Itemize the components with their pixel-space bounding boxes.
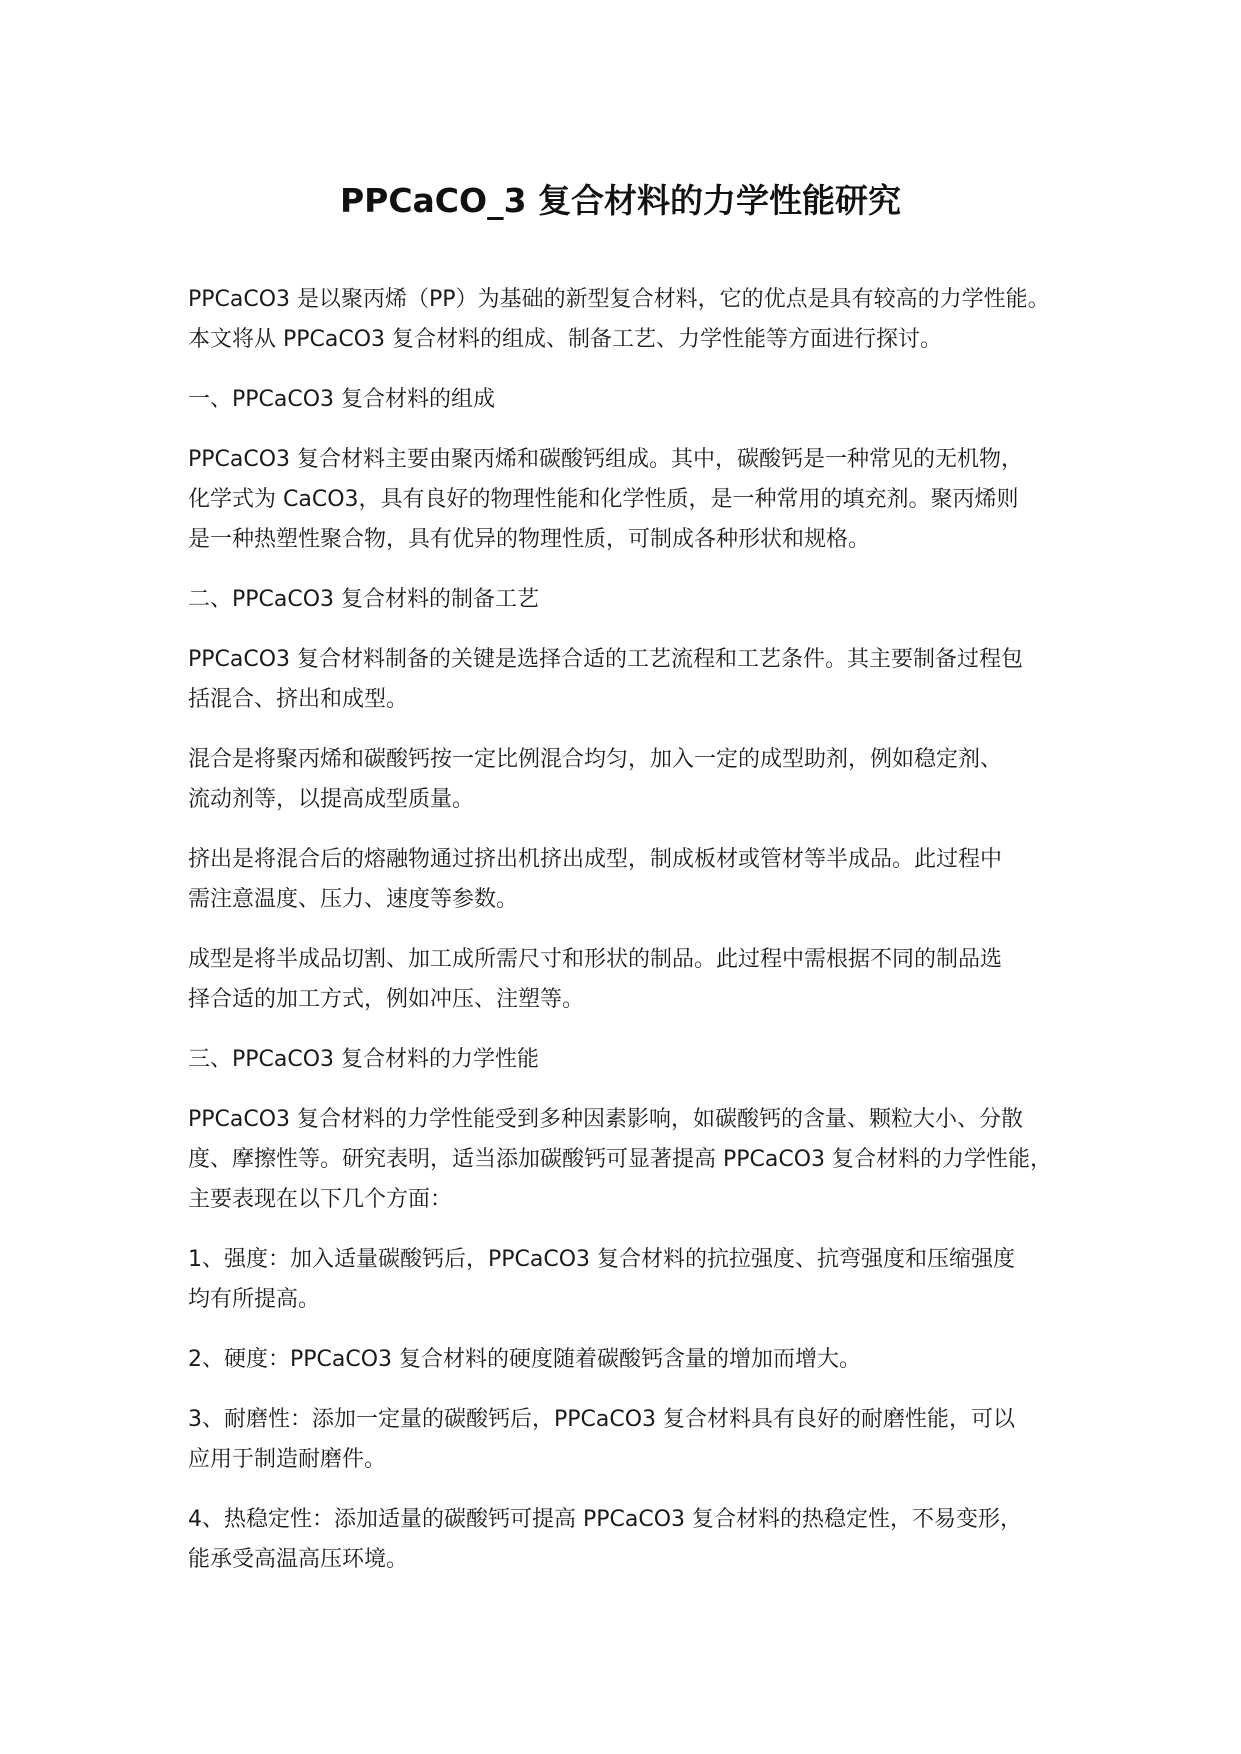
paragraph-mechanical-intro bbox=[188, 1100, 1078, 1220]
text-line: 流动剂等，以提高成型质量。 bbox=[188, 787, 475, 812]
section-heading-process bbox=[188, 580, 1078, 620]
section-heading-composition bbox=[188, 380, 1078, 420]
paragraph-molding bbox=[188, 940, 1078, 1020]
text-line: 需注意温度、压力、速度等参数。 bbox=[188, 887, 519, 912]
text-line: 三、PPCaCO3 复合材料的力学性能 bbox=[188, 1047, 540, 1072]
text-line: 1、强度：加入适量碳酸钙后，PPCaCO3 复合材料的抗拉强度、抗弯强度和压缩强度 bbox=[188, 1247, 1016, 1272]
text-line: PPCaCO3 复合材料主要由聚丙烯和碳酸钙组成。其中，碳酸钙是一种常见的无机物， bbox=[188, 447, 1024, 472]
text-line: 择合适的加工方式，例如冲压、注塑等。 bbox=[188, 987, 585, 1012]
text-line: PPCaCO3 复合材料的力学性能受到多种因素影响，如碳酸钙的含量、颗粒大小、分散 bbox=[188, 1107, 1024, 1132]
section-heading-mechanical bbox=[188, 1040, 1078, 1080]
text-line: 化学式为 CaCO3，具有良好的物理性能和化学性质，是一种常用的填充剂。聚丙烯则 bbox=[188, 487, 1019, 512]
text-line: 二、PPCaCO3 复合材料的制备工艺 bbox=[188, 587, 540, 612]
document-body bbox=[188, 280, 1078, 1600]
list-item-thermal-stability bbox=[188, 1500, 1078, 1580]
paragraph-extrusion bbox=[188, 840, 1078, 920]
text-line: 4、热稳定性：添加适量的碳酸钙可提高 PPCaCO3 复合材料的热稳定性，不易变形， bbox=[188, 1507, 1023, 1532]
text-line: 挤出是将混合后的熔融物通过挤出机挤出成型，制成板材或管材等半成品。此过程中 bbox=[188, 847, 1003, 872]
text-line: PPCaCO3 是以聚丙烯（PP）为基础的新型复合材料，它的优点是具有较高的力学性能。 bbox=[188, 287, 1050, 312]
document-title: PPCaCO_3 复合材料的力学性能研究 bbox=[339, 181, 902, 220]
list-item-wear-resistance bbox=[188, 1400, 1078, 1480]
text-line: 3、耐磨性：添加一定量的碳酸钙后，PPCaCO3 复合材料具有良好的耐磨性能，可以 bbox=[188, 1407, 1016, 1432]
text-line: 是一种热塑性聚合物，具有优异的物理性质，可制成各种形状和规格。 bbox=[188, 527, 871, 552]
paragraph-intro bbox=[188, 280, 1078, 360]
list-item-strength bbox=[188, 1240, 1078, 1320]
text-line: PPCaCO3 复合材料制备的关键是选择合适的工艺流程和工艺条件。其主要制备过程包 bbox=[188, 647, 1024, 672]
text-line: 本文将从 PPCaCO3 复合材料的组成、制备工艺、力学性能等方面进行探讨。 bbox=[188, 327, 943, 352]
text-line: 度、摩擦性等。研究表明，适当添加碳酸钙可显著提高 PPCaCO3 复合材料的力学性能， bbox=[188, 1147, 1053, 1172]
paragraph-composition bbox=[188, 440, 1078, 560]
text-line: 应用于制造耐磨件。 bbox=[188, 1447, 387, 1472]
list-item-hardness bbox=[188, 1340, 1078, 1380]
text-line: 一、PPCaCO3 复合材料的组成 bbox=[188, 387, 496, 412]
text-line: 成型是将半成品切割、加工成所需尺寸和形状的制品。此过程中需根据不同的制品选 bbox=[188, 947, 1003, 972]
text-line: 混合是将聚丙烯和碳酸钙按一定比例混合均匀，加入一定的成型助剂，例如稳定剂、 bbox=[188, 747, 1003, 772]
paragraph-process-intro bbox=[188, 640, 1078, 720]
text-line: 主要表现在以下几个方面： bbox=[188, 1187, 453, 1212]
text-line: 2、硬度：PPCaCO3 复合材料的硬度随着碳酸钙含量的增加而增大。 bbox=[188, 1347, 862, 1372]
paragraph-mixing bbox=[188, 740, 1078, 820]
text-line: 均有所提高。 bbox=[188, 1287, 321, 1312]
text-line: 能承受高温高压环境。 bbox=[188, 1547, 409, 1572]
text-line: 括混合、挤出和成型。 bbox=[188, 687, 409, 712]
